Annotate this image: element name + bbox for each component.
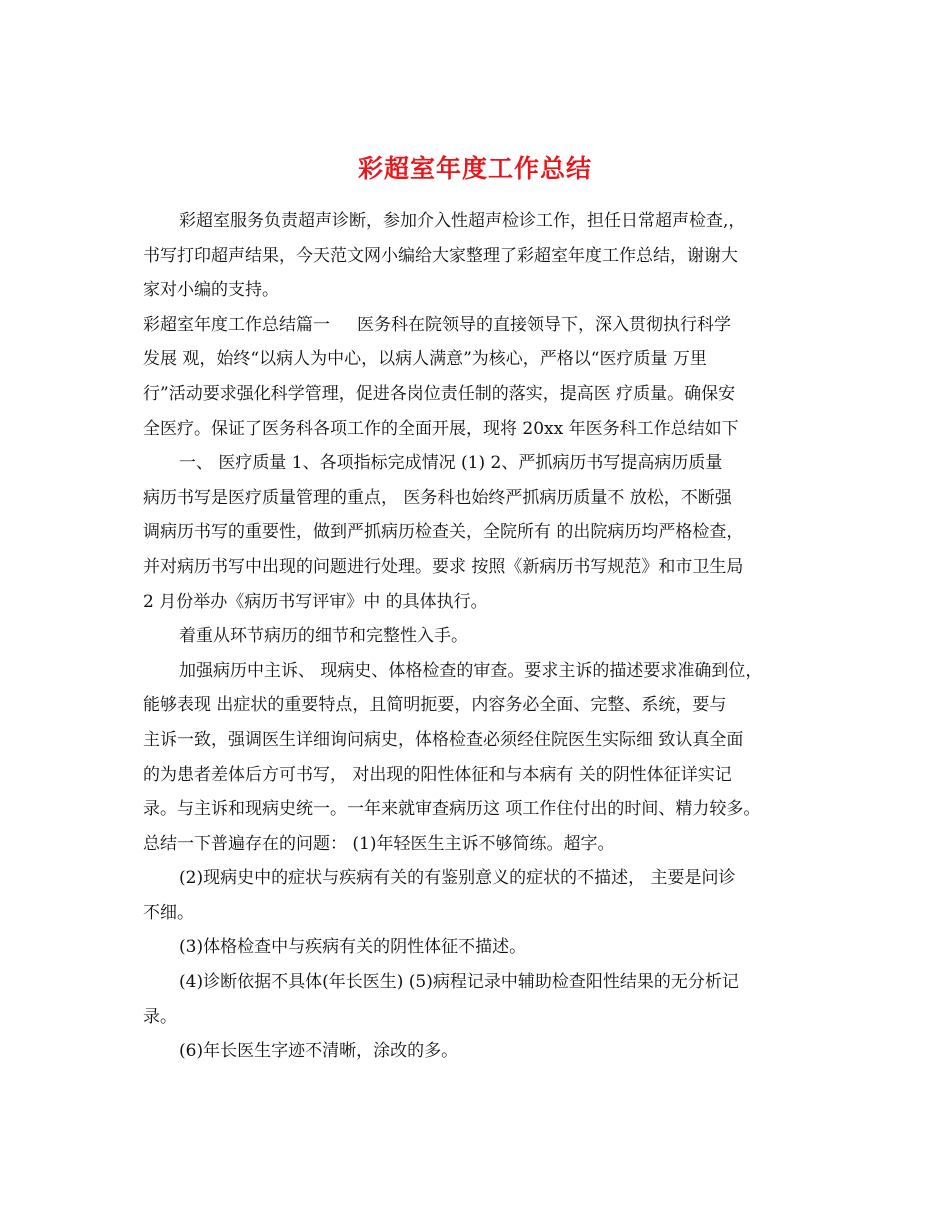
paragraph-line: 总结一下普遍存在的问题： (1)年轻医生主诉不够简练。超字。 bbox=[143, 833, 615, 854]
paragraph-line: 一、 医疗质量 1、各项指标完成情况 (1) 2、严抓病历书写提高病历质量 bbox=[179, 453, 723, 474]
paragraph-line: 并对病历书写中出现的问题进行处理。要求 按照《新病历书写规范》和市卫生局 bbox=[143, 556, 744, 577]
paragraph-line: 能够表现 出症状的重要特点，且简明扼要，内容务必全面、完整、系统，要与 bbox=[143, 695, 727, 716]
paragraph-line: 行”活动要求强化科学管理，促进各岗位责任制的落实，提高医 疗质量。确保安 bbox=[143, 383, 736, 404]
paragraph-line: (3)体格检查中与疾病有关的阴性体征不描述。 bbox=[179, 937, 527, 958]
paragraph-line: 录。 bbox=[143, 1006, 177, 1027]
paragraph-line: 着重从环节病历的细节和完整性入手。 bbox=[179, 626, 468, 647]
paragraph-line: 家对小编的支持。 bbox=[143, 280, 279, 301]
paragraph-line: 全医疗。保证了医务科各项工作的全面开展，现将 20xx 年医务科工作总结如下 bbox=[143, 418, 739, 439]
paragraph-line: 录。与主诉和现病史统一。一年来就审查病历这 项工作住付出的时间、精力较多。 bbox=[143, 799, 761, 820]
document-title: 彩超室年度工作总结 bbox=[357, 153, 592, 183]
paragraph-line: 调病历书写的重要性，做到严抓病历检查关，全院所有 的出院病历均严格检查， bbox=[143, 522, 744, 543]
document-body bbox=[143, 204, 815, 1069]
paragraph-line: 加强病历中主诉、 现病史、体格检查的审查。要求主诉的描述要求准确到位， bbox=[179, 660, 763, 681]
paragraph-line: 发展 观，始终“以病人为中心，以病人满意”为核心，严格以“医疗质量 万里 bbox=[143, 349, 707, 370]
paragraph-line: 病历书写是医疗质量管理的重点， 医务科也始终严抓病历质量不 放松，不断强 bbox=[143, 487, 732, 508]
paragraph-line: 主诉一致，强调医生详细询问病史，体格检查必须经住院医生实际细 致认真全面 bbox=[143, 729, 744, 750]
paragraph-line: 彩超室服务负责超声诊断，参加介入性超声检诊工作，担任日常超声检查,， bbox=[179, 211, 746, 231]
paragraph-line: 不细。 bbox=[143, 902, 194, 923]
paragraph-line: 书写打印超声结果，今天范文网小编给大家整理了彩超室年度工作总结，谢谢大 bbox=[143, 245, 738, 266]
paragraph-line: 2 月份举办《病历书写评审》中 的具体执行。 bbox=[143, 591, 488, 612]
paragraph-line: (6)年长医生字迹不清晰，涂改的多。 bbox=[179, 1041, 459, 1062]
paragraph-line: (2)现病史中的症状与疾病有关的有鉴别意义的症状的不描述， 主要是问诊 bbox=[179, 868, 736, 889]
paragraph-line: 的为患者差体后方可书写， 对出现的阳性体征和与本病有 关的阴性体征详实记 bbox=[143, 764, 732, 785]
paragraph-line: (4)诊断依据不具体(年长医生) (5)病程记录中辅助检查阳性结果的无分析记 bbox=[179, 972, 739, 993]
paragraph-line: 彩超室年度工作总结篇一 医务科在院领导的直接领导下，深入贯彻执行科学 bbox=[143, 314, 732, 335]
